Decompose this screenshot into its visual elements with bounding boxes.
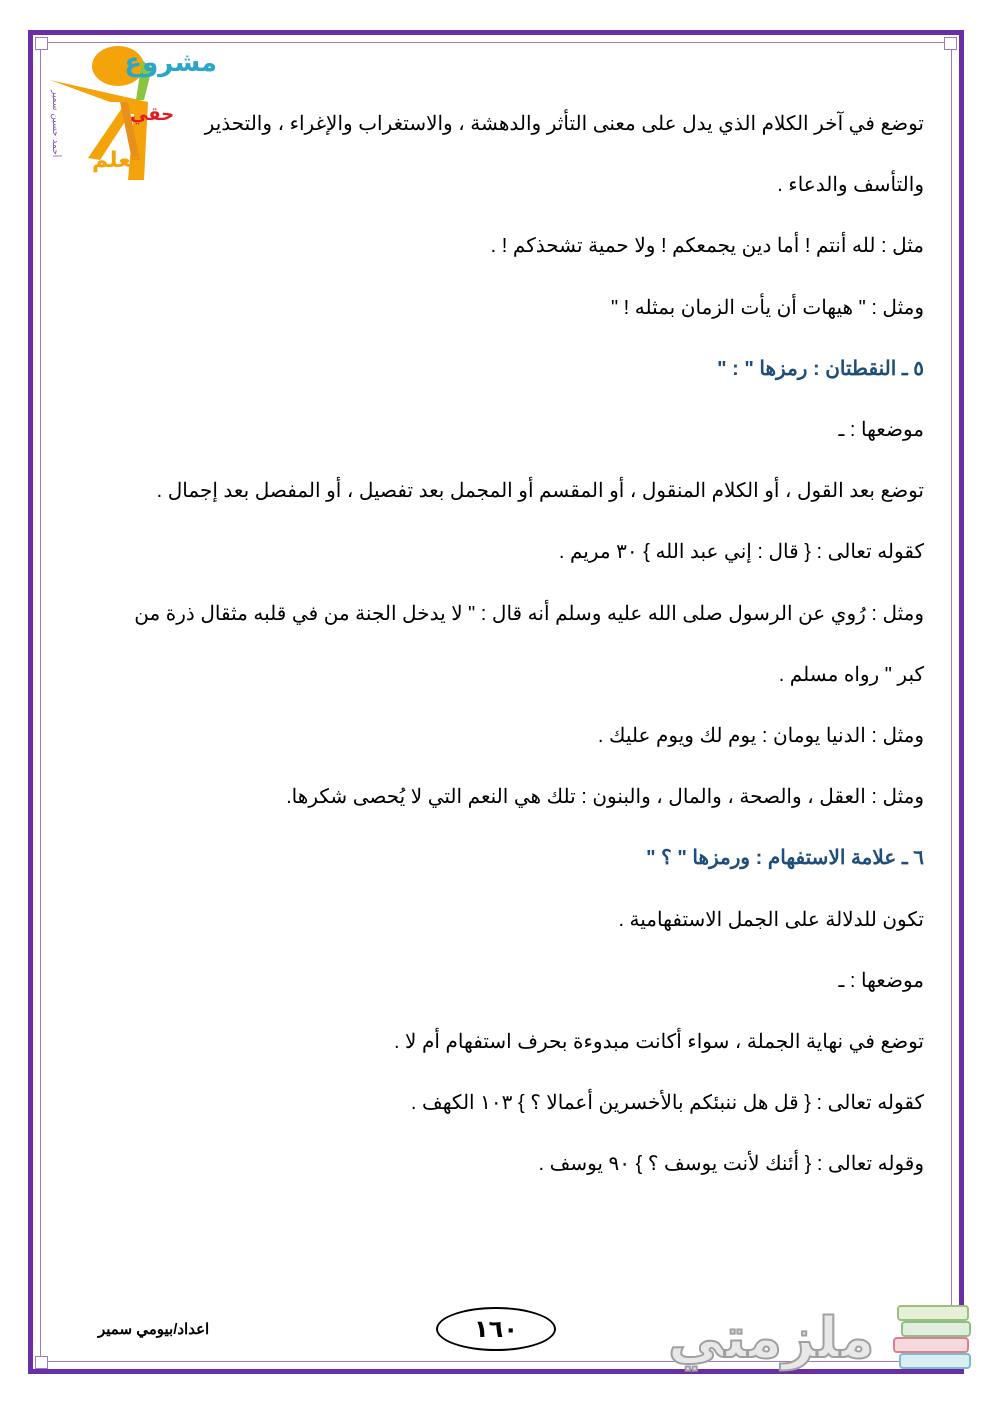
paragraph: موضعها : ـ [838, 419, 924, 442]
paragraph: كبر " رواه مسلم . [778, 663, 924, 686]
paragraph: والتأسف والدعاء . [777, 174, 924, 197]
paragraph: توضع في آخر الكلام الذي يدل على معنى التأثر والدهشة ، والاستغراب والإغراء ، والتحذير [204, 113, 924, 135]
paragraph: كقوله تعالى : { قال : إني عبد الله } ٣٠ مريم . [558, 541, 924, 564]
paragraph: ومثل : " هيهات أن يأت الزمان بمثله ! " [610, 296, 924, 319]
border-corner [35, 1356, 48, 1369]
border-corner [944, 37, 957, 50]
watermark-logo [664, 1296, 980, 1388]
document-body [80, 94, 924, 1196]
paragraph: توضع في نهاية الجملة ، سواء أكانت مبدوءة بحرف استفهام أم لا . [393, 1031, 924, 1054]
logo-word-right: حقي [130, 104, 175, 125]
paragraph: مثل : لله أنتم ! أما دين يجمعكم ! ولا حمية تشحذكم ! . [490, 235, 924, 258]
books-icon [890, 1302, 980, 1382]
paragraph: ومثل : العقل ، والصحة ، والمال ، والبنون : تلك هي النعم التي لا يُحصى شكرها. [286, 786, 924, 809]
watermark-text: ملزمتي [668, 1306, 875, 1371]
author-credit: اعداد/بيومي سمير [98, 1321, 210, 1338]
paragraph: تكون للدلالة على الجمل الاستفهامية . [618, 908, 924, 931]
section-heading: ٥ ـ النقطتان : رمزها " : " [717, 357, 924, 380]
logo-side-text: أحمد حسين سمير [50, 90, 60, 158]
page-number: ١٦٠ [436, 1307, 556, 1351]
section-heading: ٦ ـ علامة الاستفهام : ورمزها " ؟ " [646, 847, 924, 870]
paragraph: موضعها : ـ [838, 969, 924, 992]
paragraph: ومثل : الدنيا يومان : يوم لك ويوم عليك . [597, 725, 924, 748]
paragraph: ومثل : رُوي عن الرسول صلى الله عليه وسلم أنه قال : " لا يدخل الجنة من في قلبه مثقال ذرة من [134, 602, 924, 625]
logo-word-project: مشروع [124, 48, 217, 78]
paragraph: وقوله تعالى : { أئنك لأنت يوسف ؟ } ٩٠ يوسف . [538, 1153, 924, 1176]
border-corner [35, 37, 48, 50]
paragraph: توضع بعد القول ، أو الكلام المنقول ، أو المقسم أو المجمل بعد تفصيل ، أو المفصل بعد إجمال . [156, 480, 924, 503]
paragraph: كقوله تعالى : { قل هل ننبئكم بالأخسرين أعمالا ؟ } ١٠٣ الكهف . [410, 1092, 924, 1115]
logo-word-learn: أتعلم [92, 148, 147, 173]
